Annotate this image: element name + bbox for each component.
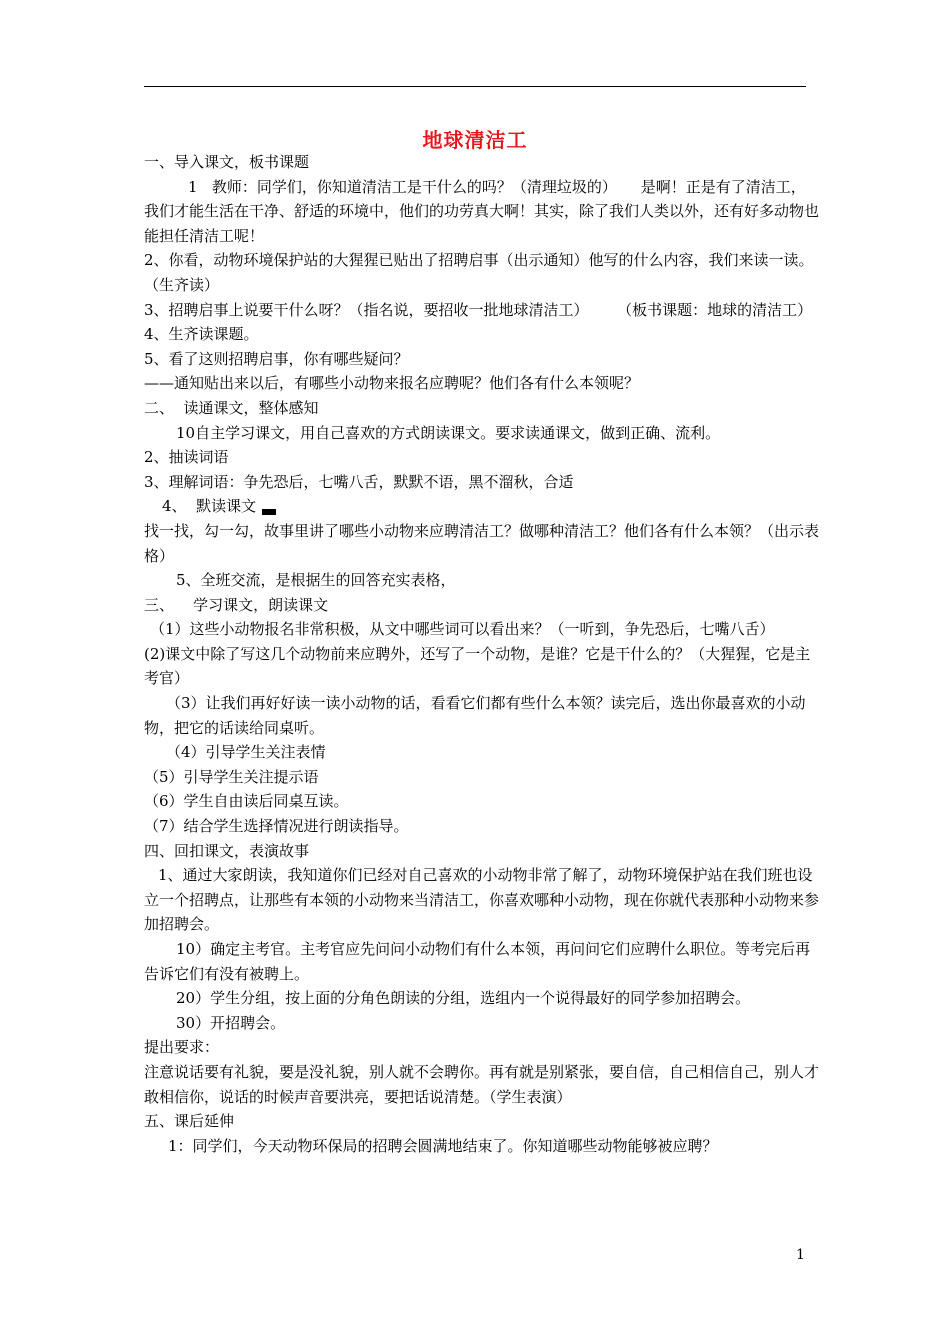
ink-mark [262, 509, 276, 515]
paragraph-text: 一、导入课文，板书课题 [144, 153, 310, 171]
paragraph-text: 5、全班交流，是根据生的回答充实表格， [176, 571, 456, 590]
paragraph [144, 421, 820, 446]
paragraph [144, 1035, 820, 1060]
paragraph [144, 396, 820, 421]
paragraph-text: 1：同学们，今天动物环保局的招聘会圆满地结束了。你知道哪些动物能够被应聘？ [168, 1136, 718, 1155]
document-title: 地球清洁工 [422, 128, 528, 152]
document-body [144, 150, 820, 1158]
paragraph [144, 740, 820, 765]
header-rule [144, 86, 806, 87]
paragraph [144, 937, 820, 986]
paragraph-text: 3、理解词语：争先恐后，七嘴八舌，默默不语，黑不溜秋，合适 [144, 472, 574, 491]
paragraph [144, 519, 820, 568]
paragraph [144, 322, 820, 347]
paragraph-text: （4）引导学生关注表情 [166, 743, 326, 762]
paragraph [144, 347, 820, 372]
paragraph-text: （5）引导学生关注提示语 [144, 767, 319, 786]
paragraph-text: 1、通过大家朗读，我知道你们已经对自己喜欢的小动物非常了解了，动物环境保护站在我们班也设立一个招聘点，让那些有本领的小动物来当清洁工，你喜欢哪种小动物，现在你就代表那种小动物来参加招聘会。 [144, 866, 820, 934]
paragraph-text: (2)课文中除了写这几个动物前来应聘外，还写了一个动物，是谁？它是干什么的？（大猩猩，它是主考官） [144, 644, 811, 688]
paragraph [144, 789, 820, 814]
paragraph-text: 三、 学习课文，朗读课文 [144, 595, 329, 614]
paragraph [144, 593, 820, 618]
paragraph [144, 642, 820, 691]
paragraph-text: 四、回扣课文，表演故事 [144, 841, 310, 860]
paragraph-text: 10）确定主考官。主考官应先问问小动物们有什么本领，再问问它们应聘什么职位。等考完后再告诉它们有没有被聘上。 [144, 940, 811, 983]
paragraph [144, 371, 820, 396]
paragraph-text: 1 教师：同学们，你知道清洁工是干什么的吗？（清理垃圾的） 是啊！正是有了清洁工，我们才能生活在干净、舒适的环境中，他们的功劳真大啊！其实，除了我们人类以外，还有好多动物也能担任清洁工呢！ [144, 177, 820, 245]
paragraph [144, 445, 820, 470]
paragraph [144, 839, 820, 864]
paragraph-text: 五、课后延伸 [144, 1112, 235, 1131]
paragraph-text: 3、招聘启事上说要干什么呀？（指名说，要招收一批地球清洁工） （板书课题：地球的清洁工） [144, 300, 813, 319]
paragraph [144, 617, 820, 642]
paragraph-text: （1）这些小动物报名非常积极，从文中哪些词可以看出来？（一听到，争先恐后，七嘴八舌） [150, 620, 775, 639]
paragraph [144, 298, 820, 323]
paragraph-text: 二、 读通课文，整体感知 [144, 398, 319, 417]
paragraph [144, 175, 820, 249]
paragraph-text: （7）结合学生选择情况进行朗读指导。 [144, 817, 409, 836]
paragraph-text: 20）学生分组，按上面的分角色朗读的分组，选组内一个说得最好的同学参加招聘会。 [176, 989, 751, 1008]
paragraph [144, 150, 820, 175]
paragraph [144, 765, 820, 790]
paragraph-text: （3）让我们再好好读一读小动物的话，看看它们都有些什么本领？读完后，选出你最喜欢的小动物，把它的话读给同桌听。 [144, 694, 806, 737]
paragraph [144, 986, 820, 1011]
paragraph [144, 248, 820, 297]
paragraph-text: 注意说话要有礼貌，要是没礼貌，别人就不会聘你。再有就是别紧张，要自信，自己相信自己，别人才敢相信你，说话的时候声音要洪亮，要把话说清楚。（学生表演） [144, 1062, 820, 1106]
paragraph [144, 814, 820, 839]
paragraph [144, 691, 820, 740]
page-number: 1 [796, 1247, 805, 1263]
paragraph-text: 4、 默读课文 [162, 497, 257, 516]
paragraph [144, 1011, 820, 1036]
paragraph-text: ——通知贴出来以后，有哪些小动物来报名应聘呢？他们各有什么本领呢？ [144, 374, 640, 393]
paragraph-text: 4、生齐读课题。 [144, 325, 259, 344]
paragraph-text: 提出要求： [144, 1038, 220, 1057]
paragraph [144, 494, 820, 519]
paragraph-text: 找一找，勾一勾，故事里讲了哪些小动物来应聘清洁工？做哪种清洁工？他们各有什么本领？（出示表格） [144, 521, 820, 565]
paragraph [144, 470, 820, 495]
paragraph-text: （6）学生自由读后同桌互读。 [144, 792, 349, 811]
paragraph [144, 1134, 820, 1159]
paragraph-text: 5、看了这则招聘启事，你有哪些疑问？ [144, 349, 409, 368]
paragraph-text: 2、你看，动物环境保护站的大猩猩已贴出了招聘启事（出示通知）他写的什么内容，我们来读一读。（生齐读） [144, 251, 814, 294]
paragraph [144, 1109, 820, 1134]
paragraph [144, 568, 820, 593]
paragraph [144, 863, 820, 937]
paragraph-text: 2、抽读词语 [144, 448, 229, 467]
paragraph-text: 10自主学习课文，用自己喜欢的方式朗读课文。要求读通课文，做到正确、流利。 [176, 423, 721, 442]
paragraph [144, 1060, 820, 1109]
paragraph-text: 30）开招聘会。 [176, 1013, 286, 1032]
